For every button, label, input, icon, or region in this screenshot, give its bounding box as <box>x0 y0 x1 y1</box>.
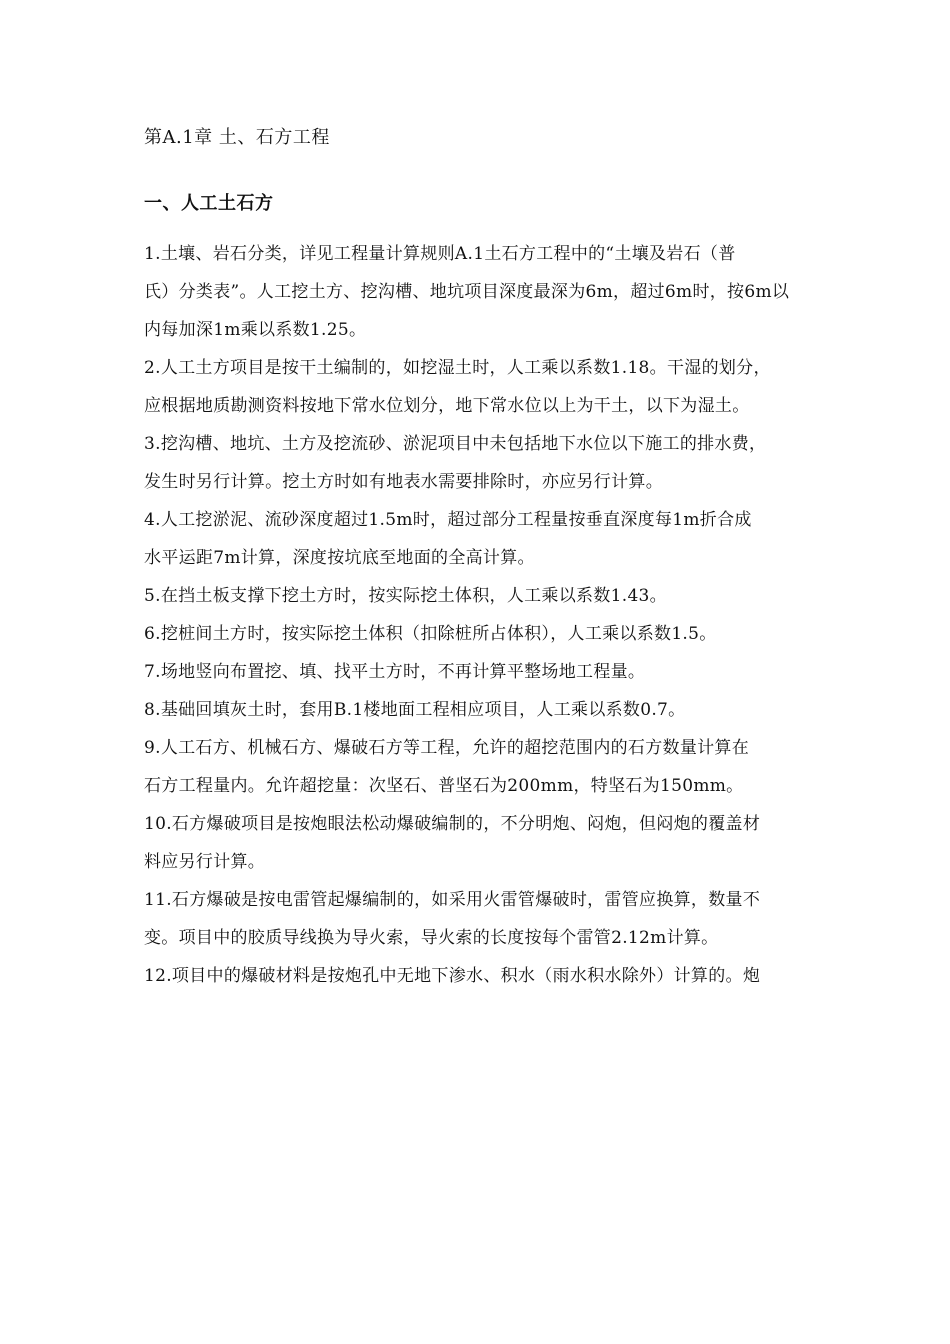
text-line: 7.场地竖向布置挖、填、找平土方时，不再计算平整场地工程量。 <box>144 662 646 682</box>
text-line: 变。项目中的胶质导线换为导火索，导火索的长度按每个雷管2.12m计算。 <box>144 928 719 948</box>
text-line: 5.在挡土板支撑下挖土方时，按实际挖土体积，人工乘以系数1.43。 <box>144 586 667 606</box>
text-line: 3.挖沟槽、地坑、土方及挖流砂、淤泥项目中未包括地下水位以下施工的排水费， <box>144 434 767 454</box>
text-line: 11.石方爆破是按电雷管起爆编制的，如采用火雷管爆破时，雷管应换算，数量不 <box>144 890 761 910</box>
text-line: 水平运距7m计算，深度按坑底至地面的全高计算。 <box>144 548 535 568</box>
text-line: 石方工程量内。允许超挖量：次坚石、普坚石为200mm，特坚石为150mm。 <box>144 776 744 796</box>
document-body <box>144 240 808 1000</box>
text-line: 1.土壤、岩石分类，详见工程量计算规则A.1土石方工程中的“土壤及岩石（普 <box>144 244 736 264</box>
text-line: 氏）分类表”。人工挖土方、挖沟槽、地坑项目深度最深为6m，超过6m时，按6m以 <box>144 282 790 302</box>
text-line: 发生时另行计算。挖土方时如有地表水需要排除时，亦应另行计算。 <box>144 472 663 492</box>
text-line: 应根据地质勘测资料按地下常水位划分，地下常水位以上为干土，以下为湿土。 <box>144 396 750 416</box>
chapter-title: 第A.1章 土、石方工程 <box>144 127 330 148</box>
text-line: 8.基础回填灰土时，套用B.1楼地面工程相应项目，人工乘以系数0.7。 <box>144 700 686 720</box>
text-line: 9.人工石方、机械石方、爆破石方等工程，允许的超挖范围内的石方数量计算在 <box>144 738 750 758</box>
text-line: 12.项目中的爆破材料是按炮孔中无地下渗水、积水（雨水积水除外）计算的。炮 <box>144 966 761 986</box>
text-line: 料应另行计算。 <box>144 852 266 872</box>
text-line: 2.人工土方项目是按干土编制的，如挖湿土时，人工乘以系数1.18。干湿的划分， <box>144 358 771 378</box>
text-line: 内每加深1m乘以系数1.25。 <box>144 320 367 340</box>
text-line: 10.石方爆破项目是按炮眼法松动爆破编制的，不分明炮、闷炮，但闷炮的覆盖材 <box>144 814 761 834</box>
text-line: 4.人工挖淤泥、流砂深度超过1.5m时，超过部分工程量按垂直深度每1m折合成 <box>144 510 752 530</box>
section-heading: 一、人工土石方 <box>144 193 274 214</box>
text-line: 6.挖桩间土方时，按实际挖土体积（扣除桩所占体积），人工乘以系数1.5。 <box>144 624 717 644</box>
